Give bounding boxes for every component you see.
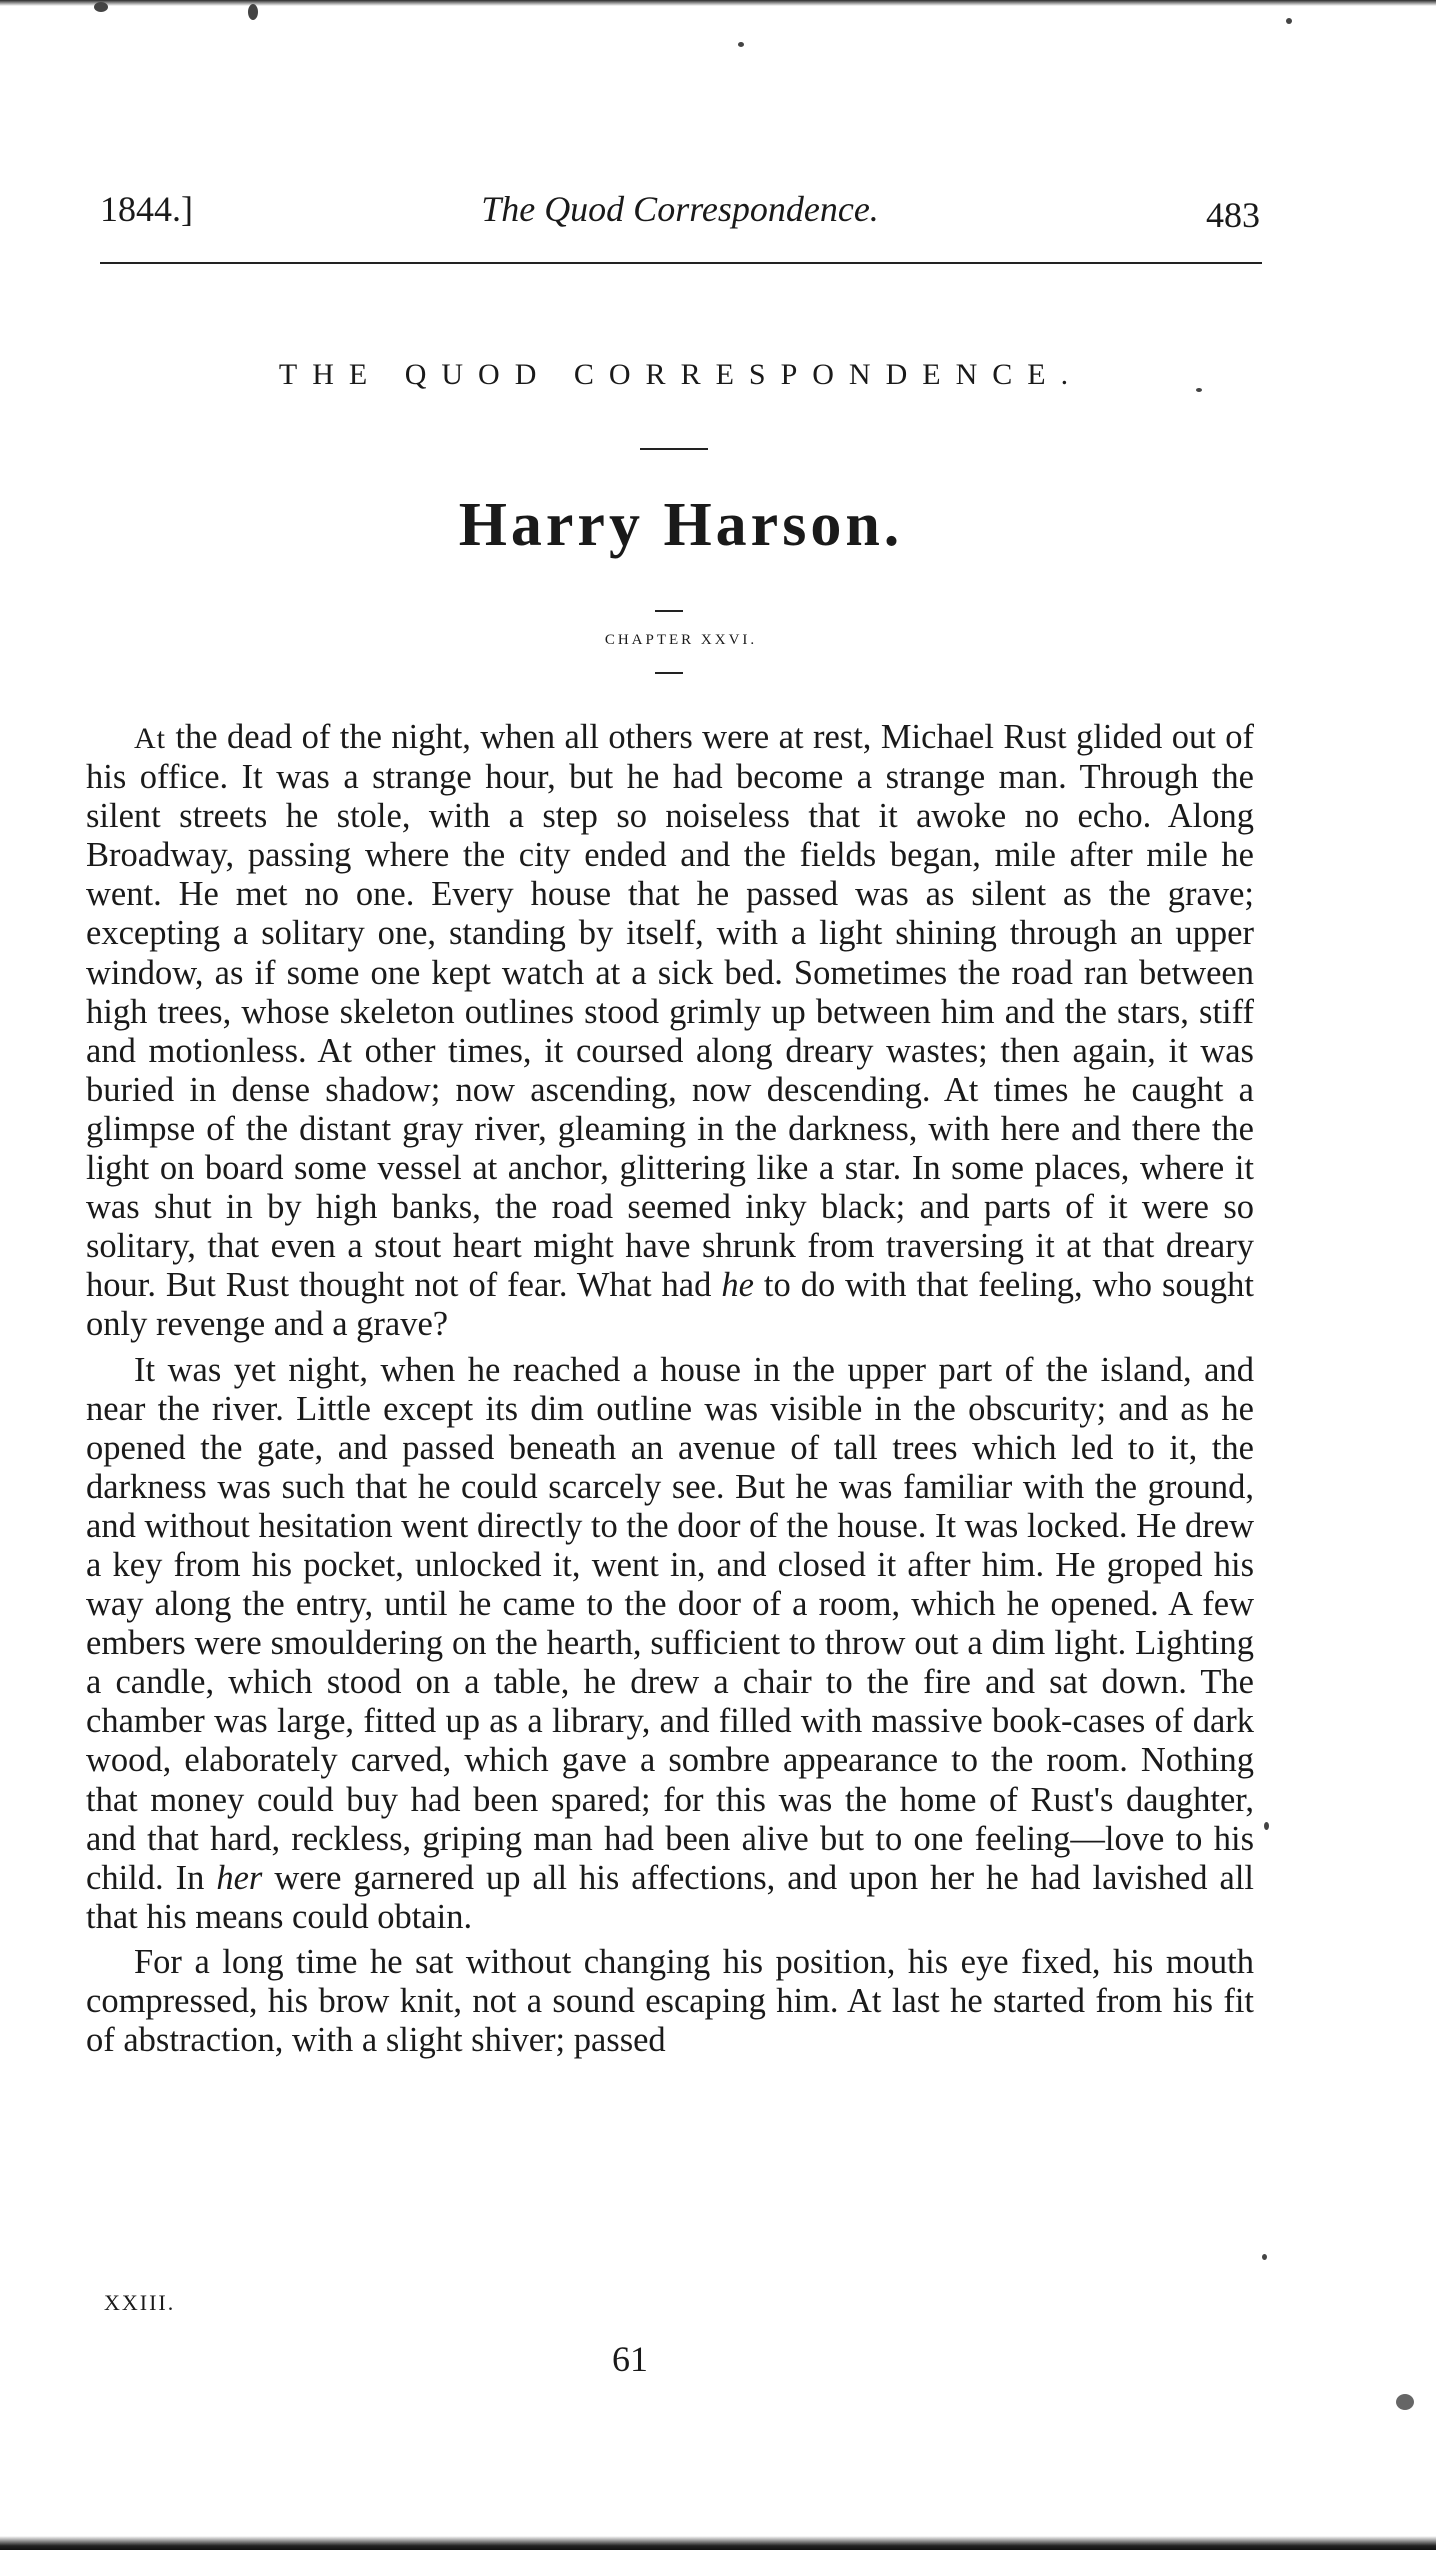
paragraph-3	[86, 1943, 1254, 2060]
running-head-year: 1844.]	[100, 189, 193, 229]
page-bottom-edge	[0, 2536, 1436, 2550]
paragraph-1-text: the dead of the night, when all others were at rest, Michael Rust glided out of his office. It was a strange hour, but he had become a strange man. Through the silent streets he stole, with a step so noiseless that it awoke no echo. Along Broadway, passing where the city ended and the fields began, mile after mile he went. He met no one. Every house that he passed was as silent as the grave; excepting a solitary one, standing by itself, with a light shining through an upper window, as if some one kept watch at a sick bed. Sometimes the road ran between high trees, whose skeleton outlines stood grimly up between him and the stars, stiff and motionless. At other times, it coursed along dreary wastes; then again, it was buried in dense shadow; now ascending, now descending. At times he caught a glimpse of the distant gray river, gleaming in the darkness, with here and there the light on board some vessel at anchor, glittering like a star. In some places, where it was shut in by high banks, the road seemed inky black; and parts of it were so solitary, that even a stout heart might have shrunk from traversing it at that dreary hour. But Rust thought not of fear. What had	[86, 718, 1254, 1305]
running-head	[100, 180, 1260, 240]
drop-lead: At	[134, 722, 166, 755]
paragraph-1-emphasis: he	[721, 1266, 754, 1305]
paragraph-1-text-end: to do with that feeling, who sought only revenge and a grave?	[86, 1266, 1254, 1344]
paragraph-3-text: For a long time he sat without changing his position, his eye fixed, his mouth compressed, his brow knit, not a sound escaping him. At last he started from his fit of abstraction, with a slight shiver; passed	[86, 1942, 1254, 2060]
title-divider	[640, 448, 708, 450]
signature-mark: XXIII.	[104, 2290, 176, 2315]
ink-speck	[1396, 2394, 1414, 2410]
ink-speck	[1286, 18, 1292, 24]
chapter-heading: CHAPTER XXVI.	[604, 632, 758, 648]
paragraph-2	[86, 1351, 1254, 1937]
section-title: THE QUOD CORRESPONDENCE.	[278, 358, 1084, 391]
ink-speck	[94, 2, 108, 12]
story-title: Harry Harson.	[458, 491, 904, 559]
ink-speck	[738, 42, 744, 47]
paragraph-2-text: It was yet night, when he reached a house in the upper part of the island, and near the river. Little except its dim outline was visible in the obscurity; and as he opened the gate, and passed beneath an avenue of tall trees which led to it, the darkness was such that he could scarcely see. But he was familiar with the ground, and without hesitation went directly to the door of the house. It was locked. He drew a key from his pocket, unlocked it, went in, and closed it after him. He groped his way along the entry, until he came to the door of a room, which he opened. A few embers were smouldering on the hearth, sufficient to throw out a dim light. Lighting a candle, which stood on a table, he drew a chair to the fire and sat down. The chamber was large, fitted up as a library, and filled with massive book-cases of dark wood, elaborately carved, which gave a sombre appearance to the room. Nothing that money could buy had been spared; for this was the home of Rust's daughter, and that hard, reckless, griping man had been alive but to one feeling—love to his child. In	[86, 1350, 1254, 1897]
chapter-divider-top	[655, 610, 683, 612]
running-head-title: The Quod Correspondence.	[481, 189, 879, 229]
ink-speck	[1264, 1822, 1269, 1830]
page-number: 483	[1206, 195, 1260, 235]
ink-speck	[248, 4, 258, 20]
signature-page-ref: 61	[612, 2339, 648, 2379]
paragraph-2-text-end: were garnered up all his affections, and upon her he had lavished all that his means could obtain.	[86, 1858, 1254, 1936]
ink-speck	[1196, 388, 1202, 392]
paragraph-1	[86, 718, 1254, 1345]
page-top-edge	[0, 0, 1436, 6]
ink-speck	[1262, 2254, 1267, 2260]
chapter-divider-bottom	[655, 672, 683, 674]
header-rule	[100, 262, 1262, 264]
body-text	[86, 718, 1254, 2060]
paragraph-2-emphasis: her	[216, 1858, 263, 1897]
